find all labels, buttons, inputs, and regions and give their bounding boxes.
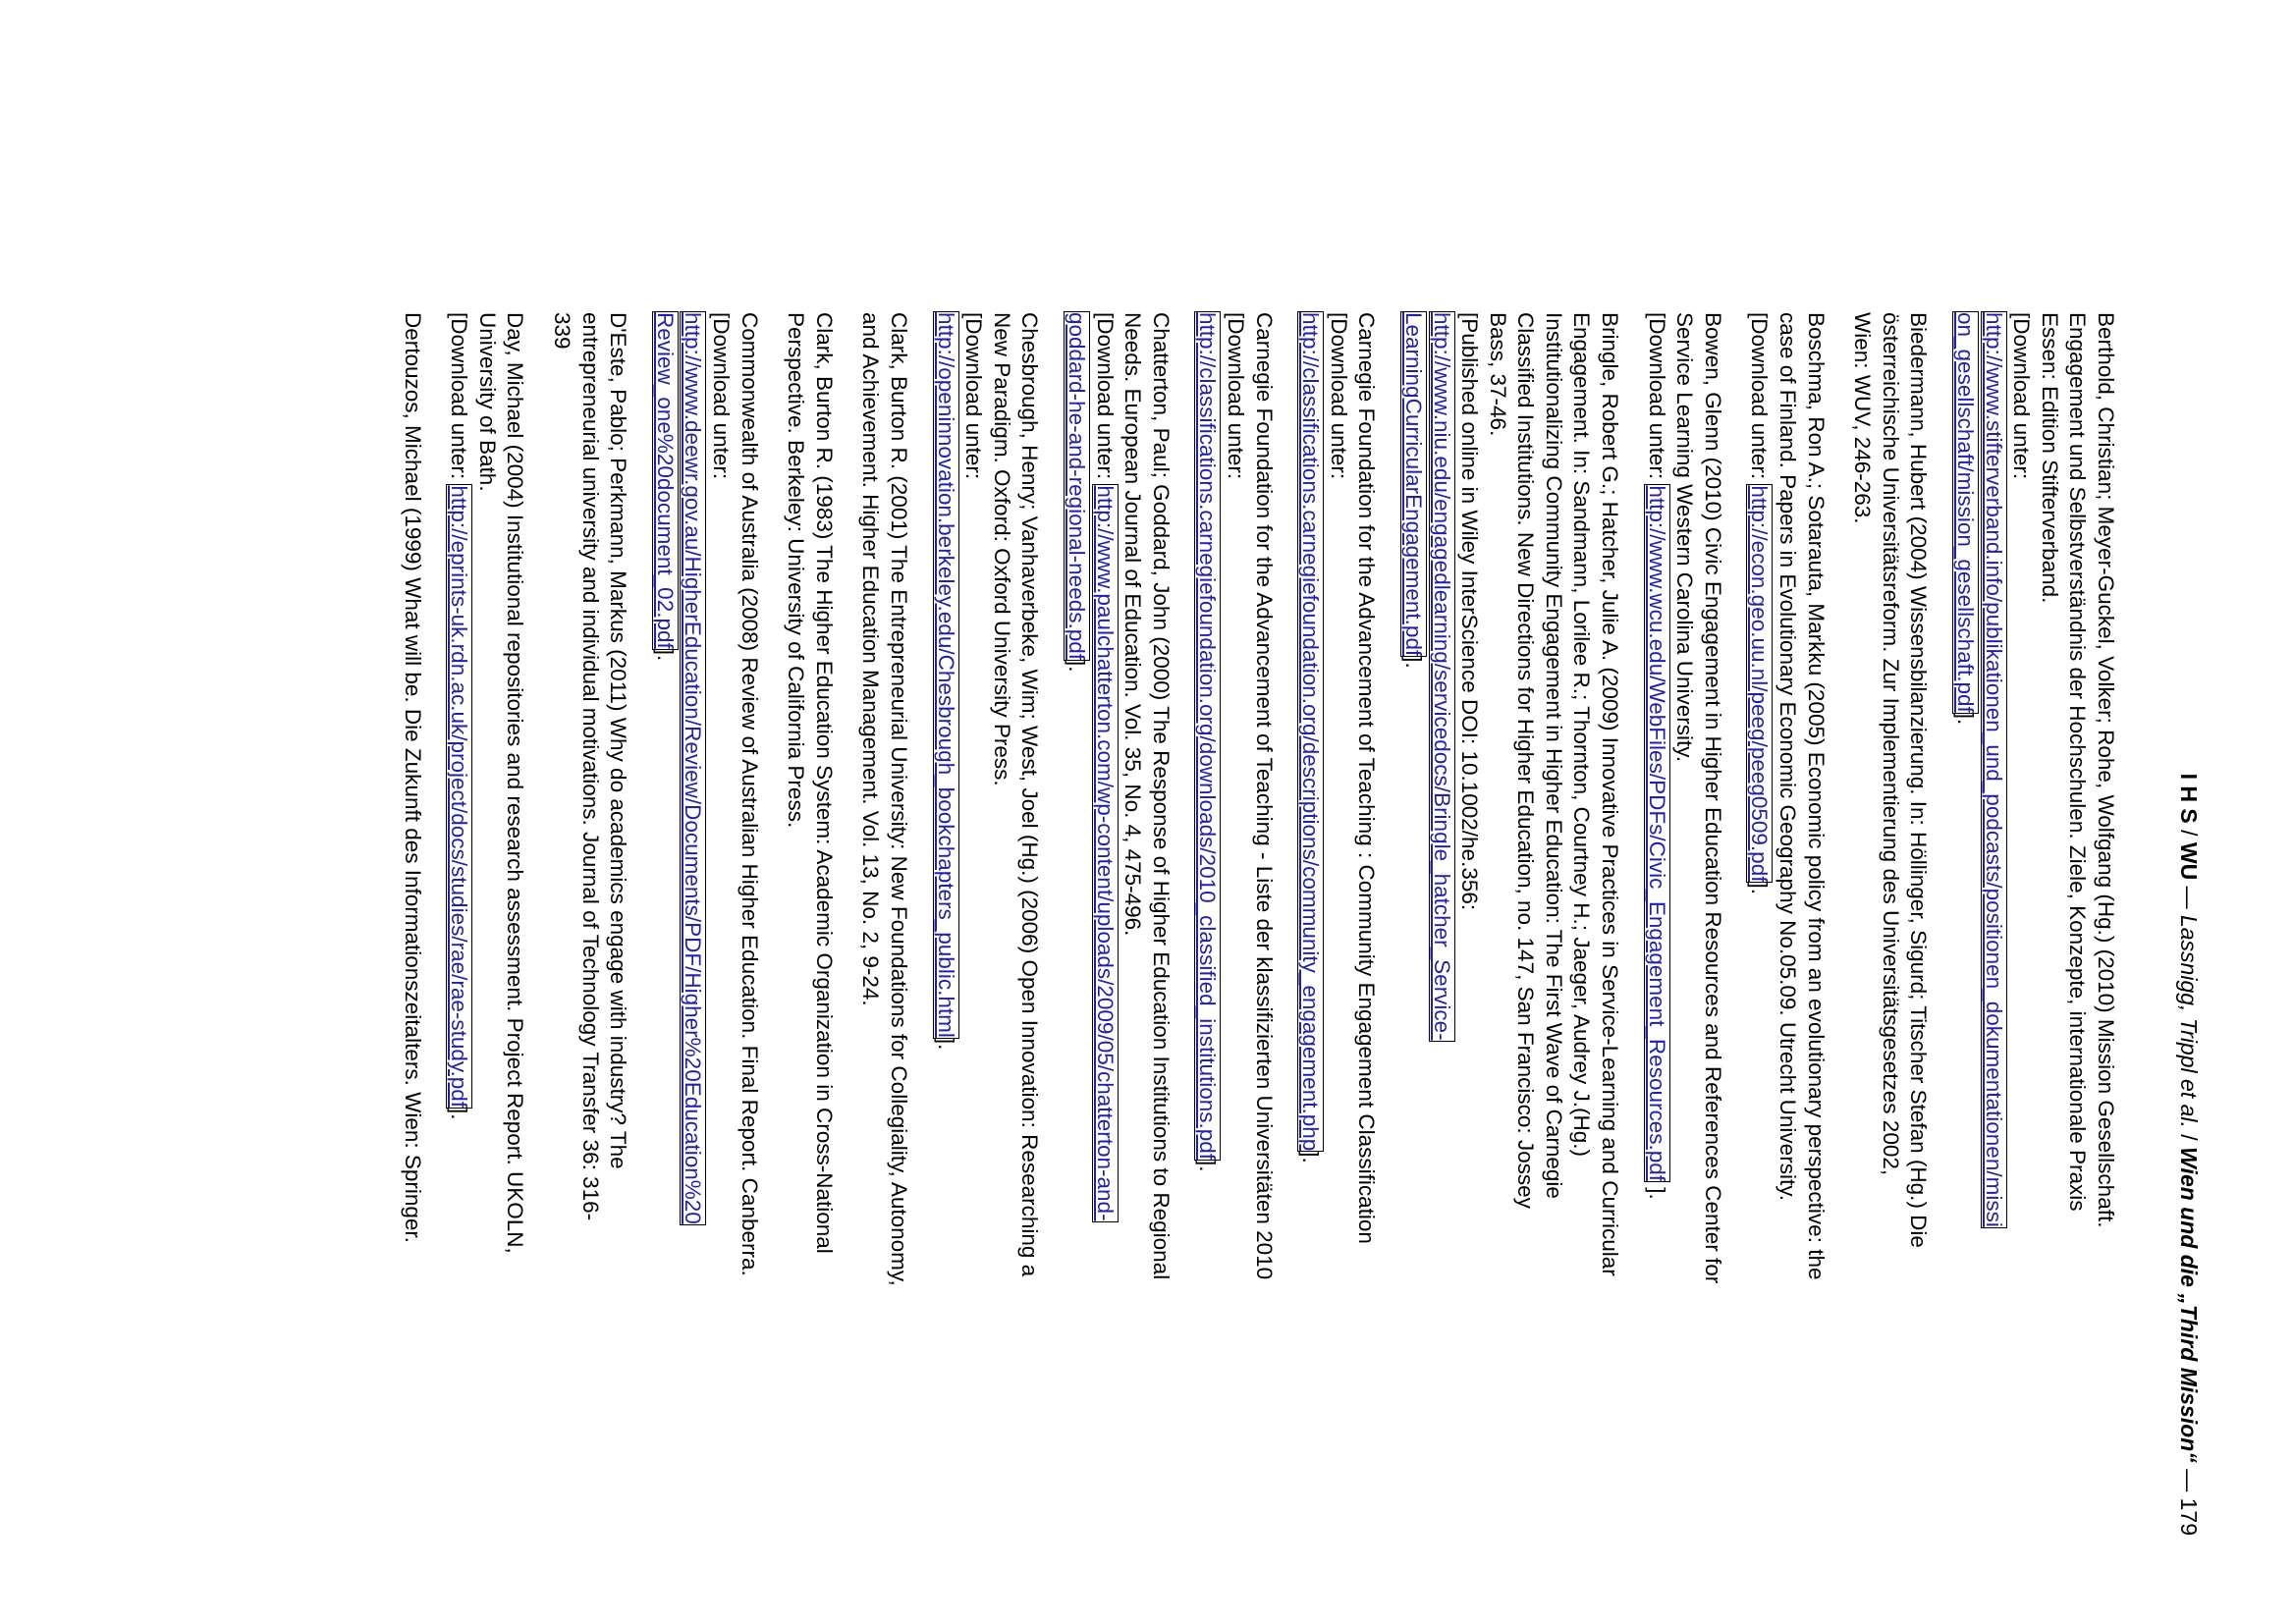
reference-line: Berthold, Christian; Meyer-Guckel, Volker; Rohe, Wolfgang (Hg.) (2010) Mission Gesellschaft. xyxy=(2094,312,2118,1228)
reference-line: Dertouzos, Michael (1999) What will be. Die Zukunft des Informationszeitalters. Wien: Springer. xyxy=(400,312,425,1243)
reference-link[interactable]: http://classifications.carnegiefoundation.org/descriptions/community_engagement.php xyxy=(1298,312,1324,1152)
reference-line: Chatterton, Paul; Goddard, John (2000) The Response of Higher Education Institutions to Regional xyxy=(1148,312,1174,1280)
reference-entry xyxy=(1062,312,1174,1422)
reference-line: [Download unter: xyxy=(709,312,735,480)
link-line xyxy=(650,312,679,1422)
reference-entry xyxy=(1950,312,2119,1422)
reference-line: Needs. European Journal of Education. Vol. 35, No. 4, 475-496. xyxy=(1120,312,1146,937)
reference-link[interactable]: goddard-he-and-regional-needs.pdf xyxy=(1065,312,1089,661)
reference-line: [Published online in Wiley InterScience DOI: 10.1002/he.356: xyxy=(1457,312,1483,911)
reference-line: Clark, Burton R. (2001) The Entrepreneurial University: New Foundations for Collegiality, Autonomy, xyxy=(887,312,912,1286)
reference-entry xyxy=(1193,312,1278,1422)
reference-line: Perspective. Berkeley: University of California Press. xyxy=(784,312,809,829)
reference-entry xyxy=(1642,312,1726,1422)
header-ihs: I H S xyxy=(2176,773,2202,824)
link-tail: ]. xyxy=(447,1108,472,1120)
reference-entry xyxy=(1398,312,1623,1422)
reference-line: 339 xyxy=(550,312,575,350)
reference-entry xyxy=(398,312,426,1422)
link-tail: ]. xyxy=(1065,660,1089,673)
reference-line: österreichische Universitätsreform. Zur Implementierung des Universitätsgesetzes 2002, xyxy=(1878,312,1903,1176)
reference-link[interactable]: Review_one%20document_02.pdf xyxy=(652,312,678,649)
reference-link[interactable]: http://www.paulchatterton.com/wp-content/uploads/2009/05/chatterton-and- xyxy=(1092,485,1118,1221)
link-line xyxy=(679,312,707,1422)
download-line xyxy=(1642,312,1670,1422)
reference-link[interactable]: http://www.niu.edu/engagedlearning/servicedocs/Bringle_hatcher_Service- xyxy=(1429,312,1454,1041)
reference-line: Commonwealth of Australia (2008) Review of Australian Higher Education. Final Report. Canberra. xyxy=(737,312,762,1276)
running-header xyxy=(2174,312,2204,1536)
link-tail: ]. xyxy=(1644,1181,1669,1200)
link-tail: ]. xyxy=(1747,882,1773,894)
reference-line: Essen: Edition Stifterverband. xyxy=(2037,312,2062,604)
link-line xyxy=(1950,312,1979,1422)
reference-line: Clark, Burton R. (1983) The Higher Education System: Academic Organization in Cross-National xyxy=(811,312,837,1254)
link-line xyxy=(1062,312,1090,1422)
link-tail: ]. xyxy=(1298,1151,1324,1164)
download-prefix: [Download unter: xyxy=(447,312,472,486)
reference-entry xyxy=(650,312,762,1422)
header-title: Wien und die „Third Mission“ xyxy=(2176,1147,2202,1463)
reference-entry xyxy=(1296,312,1381,1422)
reference-line: and Achievement. Higher Education Management. Vol. 13, No. 2, 9-24. xyxy=(858,312,884,1006)
reference-link[interactable]: http://econ.geo.uu.nl/peeg/peeg0509.pdf xyxy=(1747,485,1773,883)
reference-line: Engagement und Selbstverständnis der Hochschulen. Ziele, Konzepte, internationale Praxis xyxy=(2065,312,2091,1212)
download-prefix: [Download unter: xyxy=(1092,312,1118,486)
header-slash: / xyxy=(2176,823,2202,842)
header-slash: / xyxy=(2176,1127,2202,1148)
reference-line: Bowen, Glenn (2010) Civic Engagement in Higher Education Resources and References Center for xyxy=(1700,312,1725,1284)
reference-line: Chesbrough, Henry; Vanhaverbeke, Wim; West, Joel (Hg.) (2006) Open Innovation: Researching a xyxy=(1017,312,1043,1277)
reference-line: [Download unter: xyxy=(1326,312,1351,480)
reference-entry xyxy=(548,312,632,1422)
header-authors: Lassnigg, Trippl et al. xyxy=(2176,914,2202,1128)
reference-entry xyxy=(931,312,1043,1422)
reference-link[interactable]: on_gesellschaft/mission_gesellschaft.pdf xyxy=(1953,312,1979,713)
reference-link[interactable]: http://www.deewr.gov.au/HigherEducation/Review/Documents/PDF/Higher%20Education%20 xyxy=(681,312,706,1224)
reference-line: [Download unter: xyxy=(1223,312,1248,480)
reference-line: Institutionalizing Community Engagement in Higher Education: The First Wave of Carnegie xyxy=(1541,312,1566,1199)
link-line xyxy=(1979,312,2007,1422)
reference-line: New Paradigm. Oxford: Oxford University Press. xyxy=(989,312,1014,786)
reference-line: Service Learning Western Carolina University. xyxy=(1672,312,1698,763)
link-line xyxy=(1296,312,1325,1422)
reference-link[interactable]: http://openinnovation.berkeley.edu/Chesbrough_bookchapters_public.html xyxy=(933,312,958,1038)
reference-link[interactable]: LearningCurricularEngagement.pdf xyxy=(1400,312,1426,657)
reference-line: Day, Michael (2004) Institutional repositories and research assessment. Project Report. UKOLN, xyxy=(503,312,528,1254)
link-line xyxy=(1427,312,1455,1422)
reference-line: Carnegie Foundation for the Advancement of Teaching : Community Engagement Classification xyxy=(1354,312,1380,1244)
link-line xyxy=(931,312,959,1422)
download-prefix: [Download unter: xyxy=(1644,312,1669,486)
link-tail: ]. xyxy=(1195,1160,1221,1172)
reference-list xyxy=(379,312,2119,1422)
link-tail: ]. xyxy=(933,1037,958,1051)
reference-line: Classified Institutions. New Directions for Higher Education, no. 147, San Francisco: Jossey xyxy=(1513,312,1539,1209)
reference-entry xyxy=(856,312,912,1422)
link-tail: ]. xyxy=(1953,712,1979,726)
reference-line: Bass, 37-46. xyxy=(1485,312,1510,437)
reference-entry xyxy=(1848,312,1933,1422)
page-number: 179 xyxy=(2176,1497,2202,1536)
reference-line: D'Este, Pablo; Perkmann, Markus (2011) Why do academics engage with industry? The xyxy=(606,312,631,1169)
download-line xyxy=(445,312,473,1422)
reference-link[interactable]: http://classifications.carnegiefoundation.org/downloads/2010_classified_institutions.pdf xyxy=(1195,312,1221,1161)
link-line xyxy=(1193,312,1222,1422)
download-line xyxy=(1745,312,1774,1422)
reference-link[interactable]: http://www.wcu.edu/WebFiles/PDFs/Civic_Engagement_Resources.pdf xyxy=(1644,485,1669,1182)
header-sep: — xyxy=(2176,1462,2202,1498)
reference-line: University of Bath. xyxy=(474,312,500,492)
reference-line: [Download unter: xyxy=(2009,312,2035,480)
reference-line: Boschma, Ron A.; Sotarauta, Markku (2005) Economic policy from an evolutionary perspective: the xyxy=(1803,312,1829,1280)
download-prefix: [Download unter: xyxy=(1747,312,1773,486)
reference-line: Wien: WUV, 246-263. xyxy=(1850,312,1876,524)
reference-line: Carnegie Foundation for the Advancement of Teaching - Liste der klassifizierten Universitäten 2010 xyxy=(1251,312,1277,1280)
reference-entry xyxy=(445,312,529,1422)
reference-entry xyxy=(782,312,838,1422)
reference-line: case of Finland. Papers in Evolutionary Economic Geography No.05.09. Utrecht University. xyxy=(1775,312,1801,1202)
reference-link[interactable]: http://eprints-uk.rdn.ac.uk/project/docs/studies/rae/rae-study.pdf xyxy=(447,485,472,1109)
download-line xyxy=(1090,312,1119,1422)
reference-line: Bringle, Robert G.; Hatcher, Julie A. (2009) Innovative Practices in Service-Learning and Curricular xyxy=(1598,312,1623,1276)
link-tail: ]. xyxy=(1400,656,1426,669)
reference-entry xyxy=(1745,312,1830,1422)
reference-line: Biedermann, Hubert (2004) Wissensbilanzierung. In: Höllinger, Sigurd; Titscher Stefan (Hg.) Die xyxy=(1906,312,1932,1248)
header-dash: — xyxy=(2176,880,2202,915)
reference-line: entrepreneurial university and individual motivations. Journal of Technology Transfer 36: 316- xyxy=(577,312,603,1221)
link-tail: ]. xyxy=(652,648,678,662)
reference-line: Engagement. In: Sandmann, Lorilee R.; Thornton, Courtney H.; Jaeger, Audrey J.(Hg.) xyxy=(1569,312,1595,1158)
header-wu: WU xyxy=(2176,841,2202,881)
link-line xyxy=(1398,312,1427,1422)
reference-line: [Download unter: xyxy=(961,312,987,480)
reference-link[interactable]: http://www.stifterverband.info/publikationen_und_podcasts/positionen_dokumentationen/missi xyxy=(1981,312,2006,1227)
